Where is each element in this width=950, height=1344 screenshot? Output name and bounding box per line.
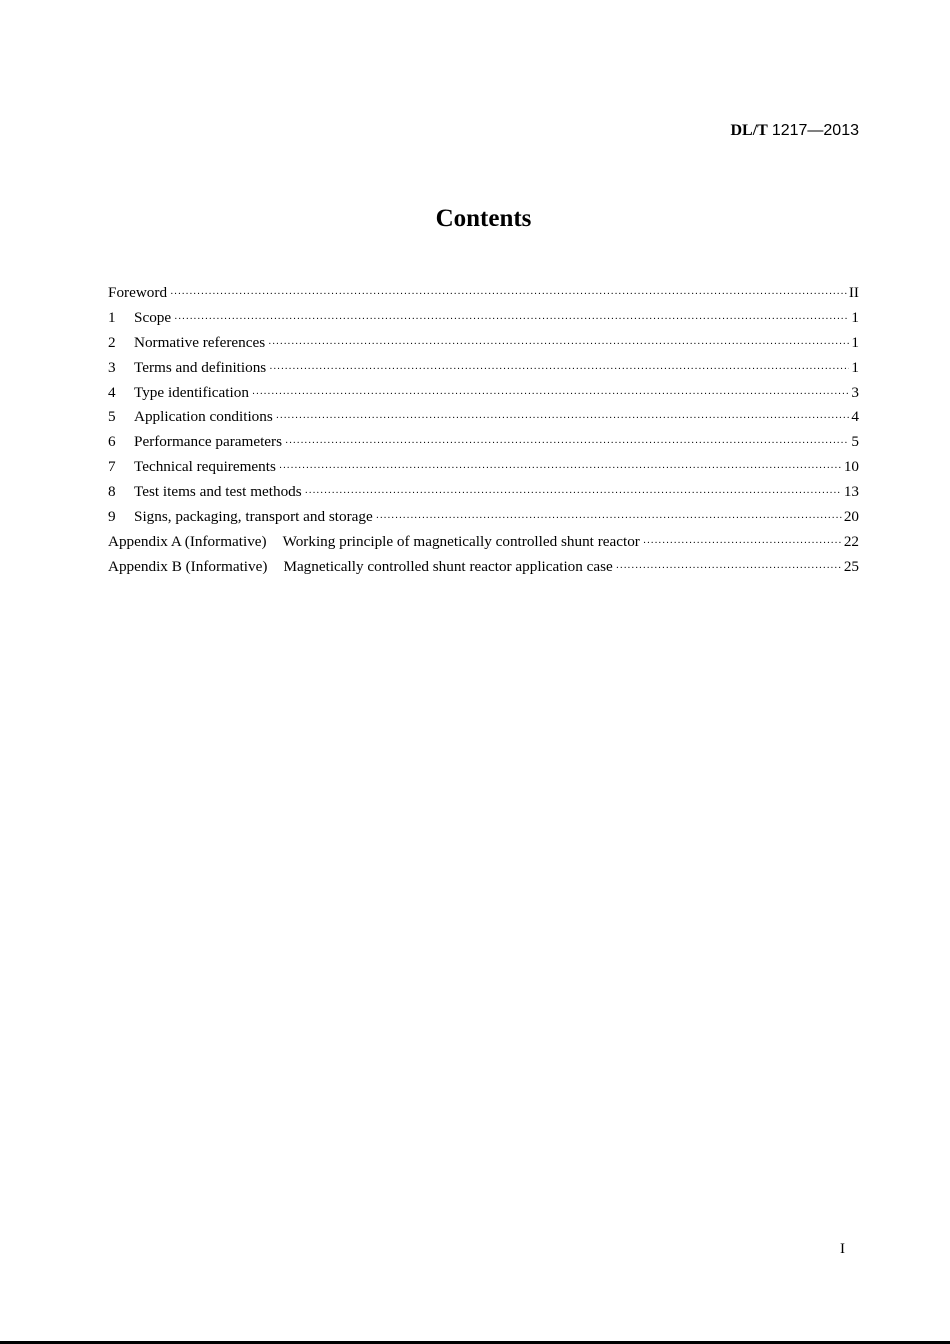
toc-entry-normative-references[interactable] (108, 334, 859, 359)
toc-dot-leader (285, 438, 849, 449)
toc-dot-leader (276, 413, 850, 424)
toc-entry-number: 7 (108, 458, 116, 476)
toc-entry-signs-packaging[interactable] (108, 508, 859, 533)
toc-entry-number: 3 (108, 358, 116, 376)
toc-entry-page: 13 (843, 483, 859, 501)
toc-entry-type-identification[interactable] (108, 384, 859, 409)
toc-entry-number: 4 (108, 383, 116, 401)
toc-entry-application-conditions[interactable] (108, 408, 859, 433)
toc-entry-test-items[interactable] (108, 483, 859, 508)
toc-entry-number: 1 (108, 308, 116, 326)
toc-entry-foreword[interactable] (108, 284, 859, 309)
toc-entry-page: 1 (851, 358, 859, 376)
toc-entry-title: Technical requirements (134, 458, 276, 476)
toc-entry-page: 3 (851, 383, 859, 401)
toc-entry-page: 4 (851, 408, 859, 426)
toc-entry-page: 5 (851, 433, 859, 451)
toc-entry-appendix-b[interactable] (108, 558, 859, 583)
toc-entry-page: 1 (851, 333, 859, 351)
toc-entry-title: Signs, packaging, transport and storage (134, 508, 373, 526)
toc-dot-leader (616, 563, 842, 574)
toc-entry-number: 5 (108, 408, 116, 426)
document-code-number: 1217—2013 (771, 122, 859, 139)
toc-entry-page: 25 (843, 557, 859, 575)
toc-entry-number: 9 (108, 508, 116, 526)
toc-entry-performance-parameters[interactable] (108, 433, 859, 458)
page-number: I (840, 1241, 845, 1257)
toc-entry-title: Test items and test methods (134, 483, 302, 501)
toc-dot-leader (268, 339, 849, 350)
table-of-contents (108, 284, 859, 583)
toc-entry-appendix-a[interactable] (108, 533, 859, 558)
toc-dot-leader (269, 364, 849, 375)
toc-entry-number: 2 (108, 333, 116, 351)
toc-entry-page: 22 (843, 532, 859, 550)
page-title: Contents (435, 205, 532, 232)
toc-entry-number: 6 (108, 433, 116, 451)
toc-dot-leader (252, 389, 849, 400)
toc-dot-leader (279, 463, 842, 474)
toc-entry-page: II (848, 284, 859, 301)
toc-entry-title: Foreword (108, 284, 168, 301)
toc-entry-scope[interactable] (108, 309, 859, 334)
toc-entry-title: Working principle of magnetically controlled shunt reactor (282, 532, 640, 550)
toc-entry-appendix-label: Appendix A (Informative) (108, 532, 267, 550)
toc-dot-leader (643, 538, 842, 549)
toc-dot-leader (174, 314, 849, 325)
toc-entry-number: 8 (108, 483, 116, 501)
toc-entry-title: Scope (134, 308, 172, 326)
toc-entry-page: 1 (851, 308, 859, 326)
toc-entry-technical-requirements[interactable] (108, 458, 859, 483)
toc-dot-leader (305, 488, 842, 499)
toc-entry-title: Normative references (134, 333, 266, 351)
toc-entry-page: 10 (843, 458, 859, 476)
toc-entry-appendix-label: Appendix B (Informative) (108, 557, 268, 575)
toc-entry-terms-and-definitions[interactable] (108, 359, 859, 384)
toc-dot-leader (376, 513, 842, 524)
document-code-prefix: DL/T (730, 122, 768, 139)
toc-entry-title: Magnetically controlled shunt reactor application case (283, 557, 613, 575)
toc-entry-title: Application conditions (134, 408, 273, 426)
document-code (730, 122, 859, 140)
toc-entry-title: Terms and definitions (134, 358, 267, 376)
toc-entry-title: Performance parameters (134, 433, 282, 451)
toc-dot-leader (170, 289, 847, 300)
toc-entry-title: Type identification (134, 383, 249, 401)
toc-entry-page: 20 (843, 508, 859, 526)
